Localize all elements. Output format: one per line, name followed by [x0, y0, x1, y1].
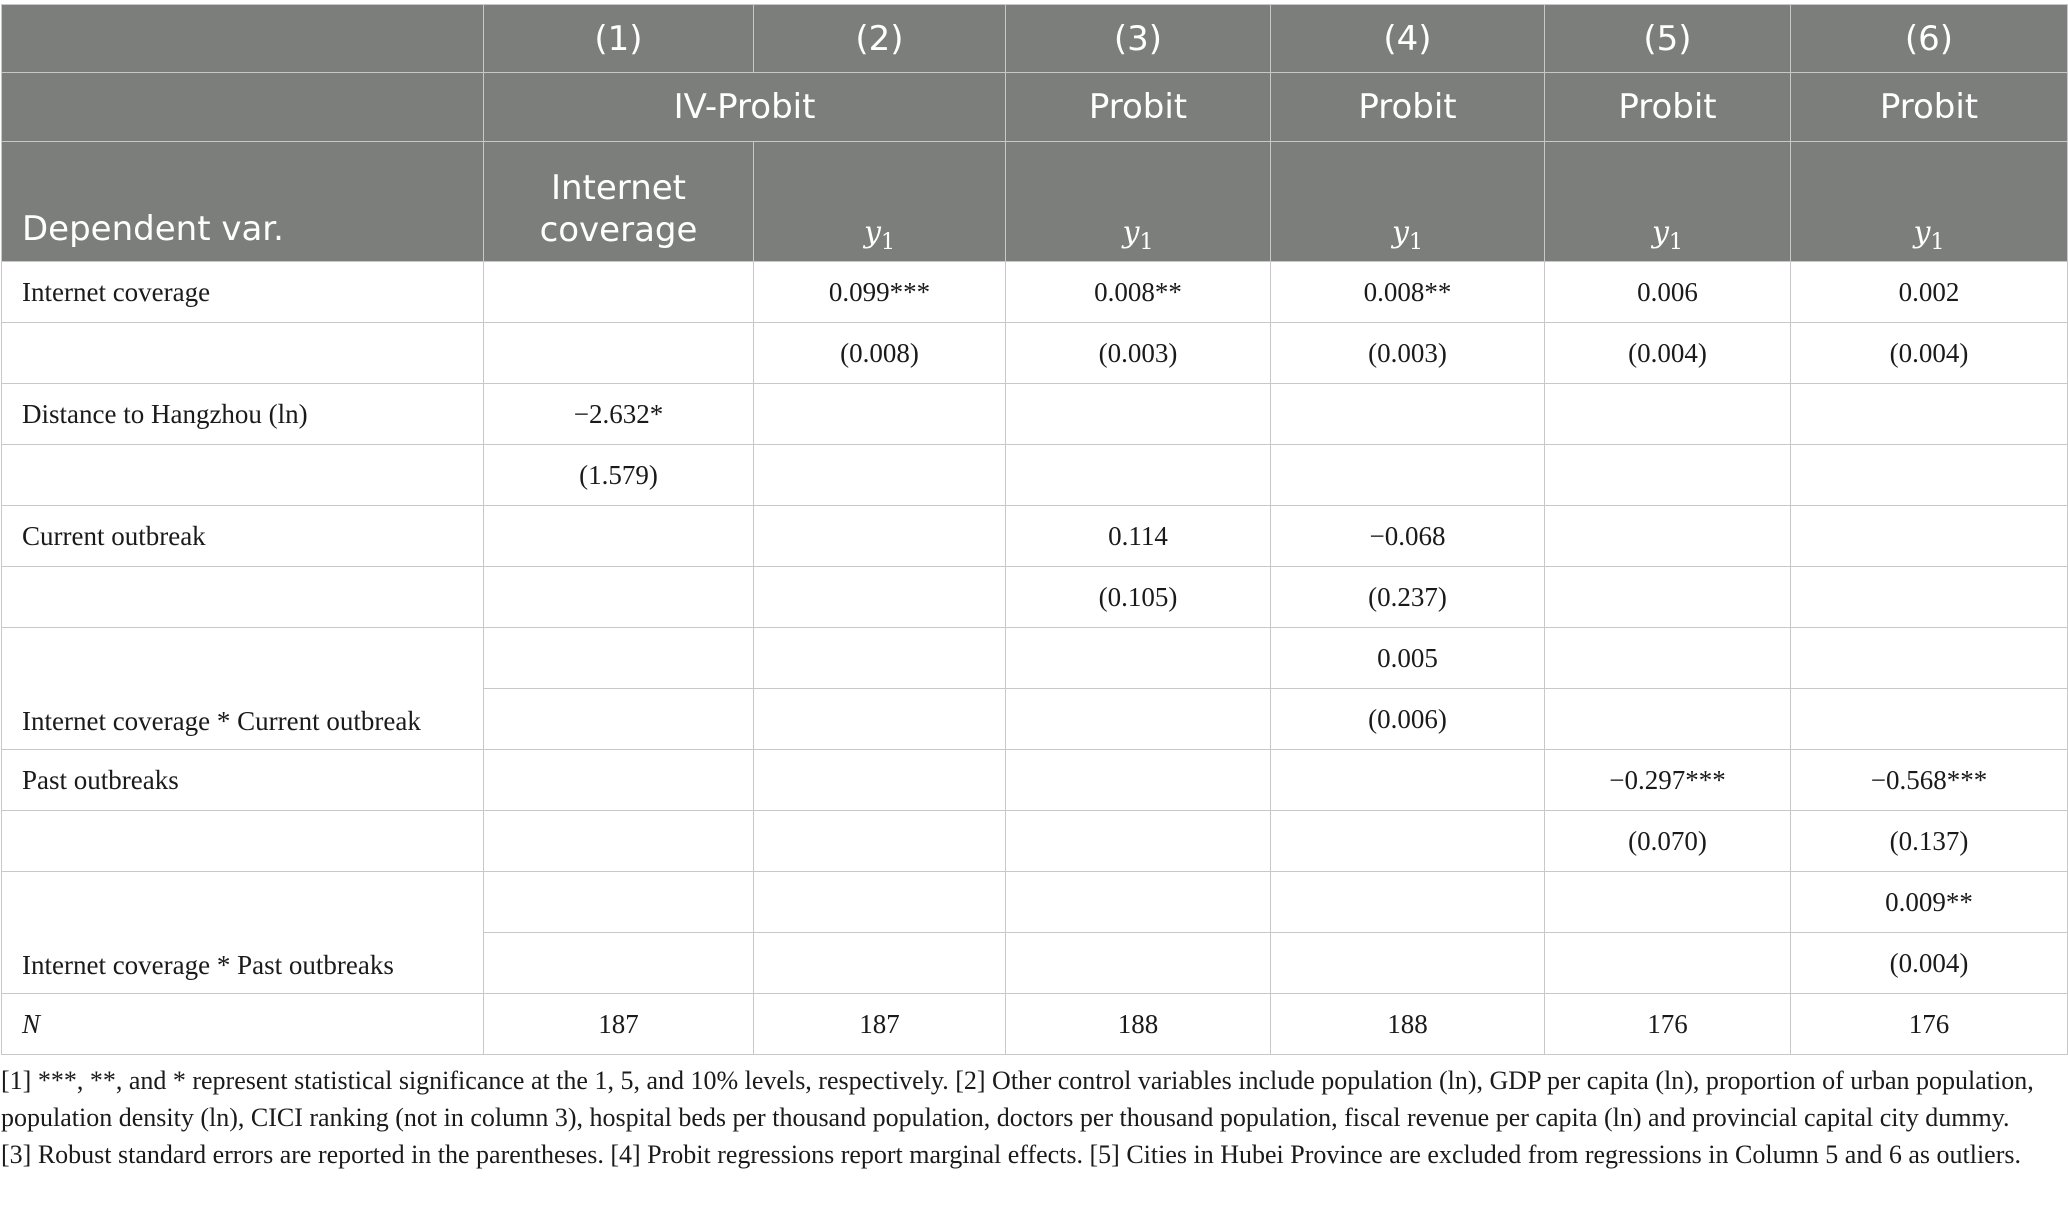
dependent-var-y1 — [1006, 142, 1271, 262]
se-cell — [1006, 689, 1271, 750]
coefficient-cell — [1271, 872, 1545, 933]
coefficient-cell — [1545, 628, 1791, 689]
row-label: Internet coverage * Past outbreaks — [2, 872, 484, 994]
regression-table-container — [0, 4, 2068, 1055]
y-symbol: y — [1913, 215, 1931, 250]
coefficient-cell — [484, 628, 754, 689]
row-label: Internet coverage — [2, 262, 484, 323]
se-cell — [484, 689, 754, 750]
table-row — [2, 323, 2068, 384]
table-body — [2, 262, 2068, 1055]
coefficient-cell — [754, 628, 1006, 689]
model-label: IV-Probit — [484, 73, 1006, 142]
y-subscript: 1 — [880, 230, 895, 255]
coefficient-cell: 0.002 — [1791, 262, 2068, 323]
column-number-row — [2, 5, 2068, 73]
coefficient-cell — [484, 872, 754, 933]
se-cell: (0.004) — [1791, 933, 2068, 994]
se-cell — [754, 933, 1006, 994]
coefficient-cell — [1791, 384, 2068, 445]
se-cell — [1271, 811, 1545, 872]
se-cell — [1791, 689, 2068, 750]
row-label: N — [2, 994, 484, 1055]
table-row — [2, 384, 2068, 445]
coefficient-cell — [1271, 750, 1545, 811]
se-cell: (0.105) — [1006, 567, 1271, 628]
y-subscript: 1 — [1930, 230, 1945, 255]
se-cell — [484, 811, 754, 872]
model-label: Probit — [1271, 73, 1545, 142]
row-label: Distance to Hangzhou (ln) — [2, 384, 484, 445]
coefficient-cell: 0.006 — [1545, 262, 1791, 323]
coefficient-cell: 0.114 — [1006, 506, 1271, 567]
y-symbol: y — [1122, 215, 1140, 250]
table-row — [2, 445, 2068, 506]
se-cell — [1791, 445, 2068, 506]
header-empty-cell — [2, 73, 484, 142]
coefficient-cell — [1545, 384, 1791, 445]
dependent-var-y1 — [1271, 142, 1545, 262]
coefficient-cell — [754, 384, 1006, 445]
table-header — [2, 5, 2068, 262]
row-label-empty — [2, 811, 484, 872]
se-cell — [754, 567, 1006, 628]
row-label: Internet coverage * Current outbreak — [2, 628, 484, 750]
table-notes: [1] ***, **, and * represent statistical significance at the 1, 5, and 10% levels, respectively. [2] Other control variables include population (ln), GDP per capita (ln), proportion of urban population, population density (ln), CICI ranking (not in column 3), hospital beds per thousand population, doctors per thousand population, fiscal revenue per capita (ln) and provincial capital city dummy. [3] Robust standard errors are reported in the parentheses. [4] Probit regressions report marginal effects. [5] Cities in Hubei Province are excluded from regressions in Column 5 and 6 as outliers. — [1, 1066, 2034, 1169]
dependent-var-y1 — [1791, 142, 2068, 262]
y-subscript: 1 — [1668, 230, 1683, 255]
se-cell: (0.008) — [754, 323, 1006, 384]
n-cell: 187 — [754, 994, 1006, 1055]
se-cell: (0.006) — [1271, 689, 1545, 750]
regression-table — [1, 4, 2068, 1055]
se-cell: (0.003) — [1271, 323, 1545, 384]
row-label-empty — [2, 323, 484, 384]
se-cell — [1271, 445, 1545, 506]
n-cell: 188 — [1006, 994, 1271, 1055]
coefficient-cell — [1271, 384, 1545, 445]
coefficient-cell — [1791, 628, 2068, 689]
column-number: (6) — [1791, 5, 2068, 73]
table-row — [2, 811, 2068, 872]
se-cell — [1006, 811, 1271, 872]
coefficient-cell: 0.009** — [1791, 872, 2068, 933]
model-row — [2, 73, 2068, 142]
se-cell — [484, 933, 754, 994]
coefficient-cell — [754, 750, 1006, 811]
table-row — [2, 994, 2068, 1055]
coefficient-cell — [1545, 872, 1791, 933]
se-cell: (0.070) — [1545, 811, 1791, 872]
coefficient-cell — [484, 506, 754, 567]
coefficient-cell — [1006, 872, 1271, 933]
y-symbol: y — [1652, 215, 1669, 250]
row-label-empty — [2, 567, 484, 628]
column-number: (3) — [1006, 5, 1271, 73]
y-symbol: y — [1392, 215, 1409, 250]
table-row — [2, 872, 2068, 933]
coefficient-cell: 0.008** — [1271, 262, 1545, 323]
coefficient-cell — [484, 750, 754, 811]
se-cell — [754, 689, 1006, 750]
coefficient-cell — [1791, 506, 2068, 567]
coefficient-cell: −0.297*** — [1545, 750, 1791, 811]
se-cell: (1.579) — [484, 445, 754, 506]
y-subscript: 1 — [1408, 230, 1423, 255]
se-cell — [1006, 445, 1271, 506]
n-cell: 188 — [1271, 994, 1545, 1055]
se-cell — [1271, 933, 1545, 994]
column-number: (4) — [1271, 5, 1545, 73]
coefficient-cell — [1006, 628, 1271, 689]
dependent-var-row — [2, 142, 2068, 262]
dependent-var-y1 — [754, 142, 1006, 262]
se-cell — [484, 323, 754, 384]
se-cell: (0.137) — [1791, 811, 2068, 872]
dependent-var-label: Dependent var. — [2, 142, 484, 262]
n-cell: 176 — [1791, 994, 2068, 1055]
coefficient-cell: 0.008** — [1006, 262, 1271, 323]
coefficient-cell — [754, 506, 1006, 567]
dependent-var-y1 — [1545, 142, 1791, 262]
se-cell — [1545, 933, 1791, 994]
se-cell — [1006, 933, 1271, 994]
y-symbol: y — [864, 215, 881, 250]
row-label: Current outbreak — [2, 506, 484, 567]
coefficient-cell: 0.099*** — [754, 262, 1006, 323]
se-cell — [1545, 567, 1791, 628]
coefficient-cell: −0.568*** — [1791, 750, 2068, 811]
se-cell — [1545, 689, 1791, 750]
table-row — [2, 506, 2068, 567]
coefficient-cell — [1545, 506, 1791, 567]
se-cell — [754, 811, 1006, 872]
se-cell — [1545, 445, 1791, 506]
coefficient-cell — [1006, 750, 1271, 811]
model-label: Probit — [1791, 73, 2068, 142]
coefficient-cell: 0.005 — [1271, 628, 1545, 689]
table-row — [2, 262, 2068, 323]
coefficient-cell — [484, 262, 754, 323]
se-cell: (0.004) — [1791, 323, 2068, 384]
row-label-empty — [2, 445, 484, 506]
se-cell — [484, 567, 754, 628]
column-number: (2) — [754, 5, 1006, 73]
model-label: Probit — [1006, 73, 1271, 142]
table-row — [2, 750, 2068, 811]
model-label: Probit — [1545, 73, 1791, 142]
se-cell: (0.003) — [1006, 323, 1271, 384]
coefficient-cell — [754, 872, 1006, 933]
se-cell: (0.004) — [1545, 323, 1791, 384]
column-number: (5) — [1545, 5, 1791, 73]
n-cell: 187 — [484, 994, 754, 1055]
se-cell — [1791, 567, 2068, 628]
table-row — [2, 567, 2068, 628]
column-number: (1) — [484, 5, 754, 73]
row-label: Past outbreaks — [2, 750, 484, 811]
se-cell — [754, 445, 1006, 506]
n-cell: 176 — [1545, 994, 1791, 1055]
coefficient-cell: −0.068 — [1271, 506, 1545, 567]
se-cell: (0.237) — [1271, 567, 1545, 628]
y-subscript: 1 — [1139, 230, 1154, 255]
dependent-var-internet-coverage: Internet coverage — [484, 142, 754, 262]
coefficient-cell — [1006, 384, 1271, 445]
header-empty-cell — [2, 5, 484, 73]
table-row — [2, 628, 2068, 689]
coefficient-cell: −2.632* — [484, 384, 754, 445]
